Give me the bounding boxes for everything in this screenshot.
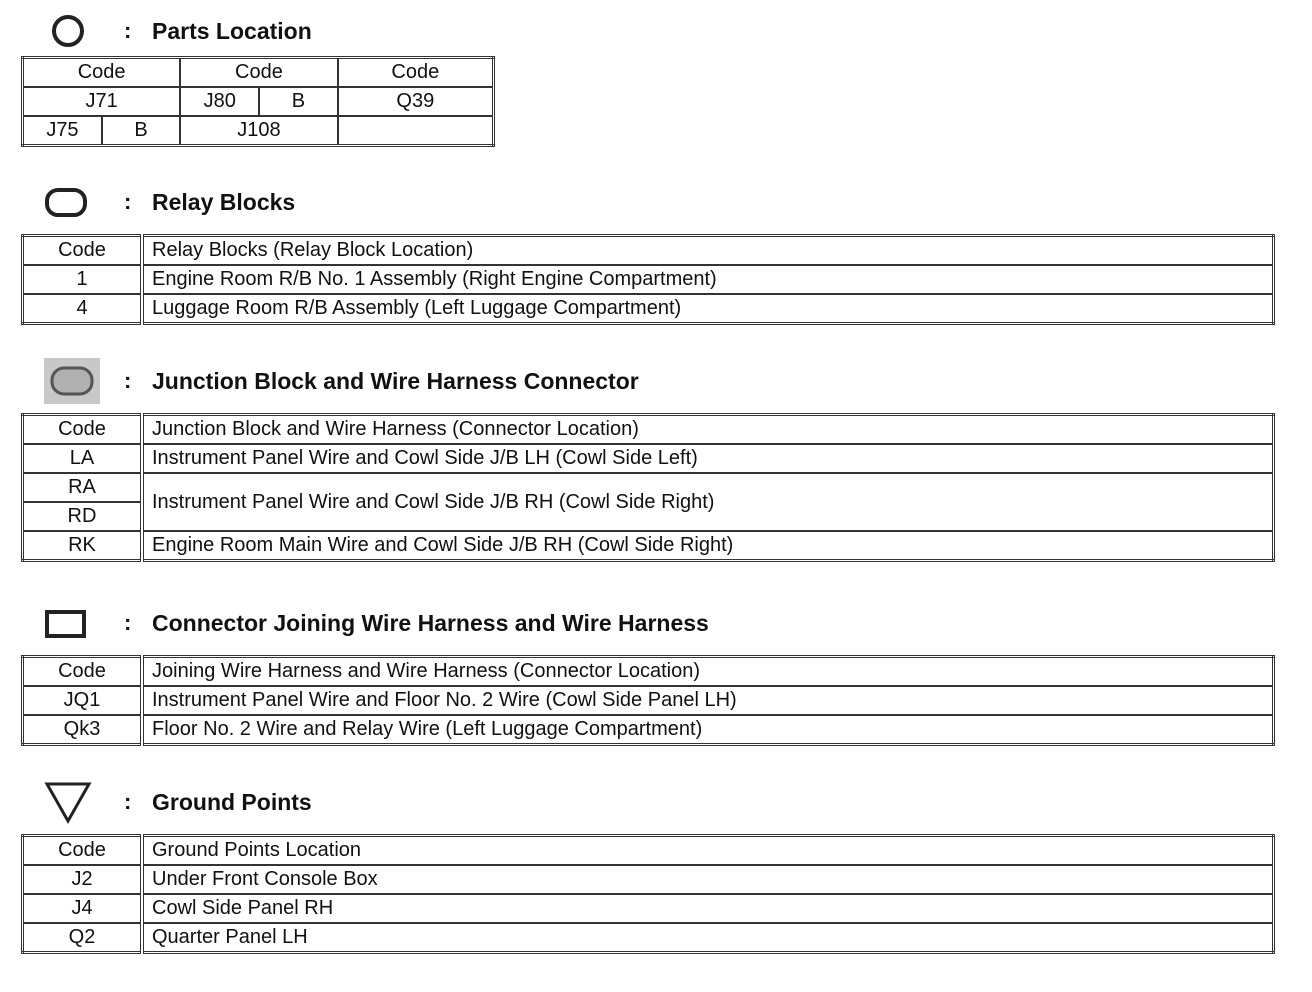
parts-location-header [40,8,940,54]
shaded-oval-icon [40,358,100,404]
code-cell: RK [23,531,143,561]
table-row [23,686,1274,715]
section-title-connector-joining: Connector Joining Wire Harness and Wire Harness [152,610,709,636]
code-cell: B [102,116,180,146]
connector-joining-header [40,600,940,646]
code-cell [338,116,494,146]
section-title-ground-points: Ground Points [152,789,312,815]
parts-location-table [21,56,495,147]
colon: : [124,610,132,635]
ground-points-header [40,779,940,825]
code-cell: RD [23,502,143,531]
table-header-row [23,836,1274,866]
header-cell: Junction Block and Wire Harness (Connector Location) [142,415,1274,445]
code-cell: B [259,87,337,116]
table-row [23,444,1274,473]
table-header-row [23,657,1274,687]
header-cell: Code [23,236,143,266]
code-cell: J4 [23,894,143,923]
code-cell: J80 [180,87,259,116]
table-row [23,894,1274,923]
header-cell: Joining Wire Harness and Wire Harness (Connector Location) [142,657,1274,687]
table-header-row [23,58,494,88]
code-cell: 4 [23,294,143,324]
junction-block-header [40,358,940,404]
triangle-down-icon [40,779,100,825]
location-cell: Cowl Side Panel RH [142,894,1274,923]
relay-blocks-table [21,234,1275,325]
header-cell: Code [23,836,143,866]
table-row [23,473,1274,502]
location-cell: Luggage Room R/B Assembly (Left Luggage Compartment) [142,294,1274,324]
section-title-junction-block: Junction Block and Wire Harness Connector [152,368,639,394]
code-cell: Q39 [338,87,494,116]
table-row [23,116,494,146]
code-cell: RA [23,473,143,502]
location-cell: Quarter Panel LH [142,923,1274,953]
header-cell: Code [180,58,337,88]
table-row [23,923,1274,953]
code-cell: 1 [23,265,143,294]
code-cell: JQ1 [23,686,143,715]
code-cell: Qk3 [23,715,143,745]
code-cell: LA [23,444,143,473]
connector-joining-table [21,655,1275,746]
relay-blocks-header [40,179,940,225]
header-cell: Code [23,58,181,88]
location-cell: Engine Room R/B No. 1 Assembly (Right Engine Compartment) [142,265,1274,294]
table-row [23,265,1274,294]
code-cell: J75 [23,116,102,146]
junction-block-table [21,413,1275,562]
section-title-relay-blocks: Relay Blocks [152,189,296,215]
header-cell: Ground Points Location [142,836,1274,866]
location-cell: Instrument Panel Wire and Cowl Side J/B RH (Cowl Side Right) [142,473,1274,531]
location-cell: Under Front Console Box [142,865,1274,894]
header-cell: Code [23,657,143,687]
table-row [23,865,1274,894]
table-header-row [23,415,1274,445]
location-cell: Instrument Panel Wire and Floor No. 2 Wire (Cowl Side Panel LH) [142,686,1274,715]
square-icon [40,600,100,646]
code-cell: Q2 [23,923,143,953]
header-cell: Code [338,58,494,88]
colon: : [124,189,132,214]
location-cell: Floor No. 2 Wire and Relay Wire (Left Luggage Compartment) [142,715,1274,745]
colon: : [124,789,132,814]
location-cell: Engine Room Main Wire and Cowl Side J/B RH (Cowl Side Right) [142,531,1274,561]
location-cell: Instrument Panel Wire and Cowl Side J/B LH (Cowl Side Left) [142,444,1274,473]
ground-points-table [21,834,1275,954]
header-cell: Code [23,415,143,445]
table-header-row [23,236,1274,266]
colon: : [124,368,132,393]
code-cell: J71 [23,87,181,116]
section-title-parts-location: Parts Location [152,18,312,44]
table-row [23,531,1274,561]
code-cell: J108 [180,116,337,146]
table-row [23,87,494,116]
header-cell: Relay Blocks (Relay Block Location) [142,236,1274,266]
colon: : [124,18,132,43]
rounded-rect-icon [40,179,100,225]
table-row [23,715,1274,745]
circle-icon [40,8,100,54]
table-row [23,294,1274,324]
code-cell: J2 [23,865,143,894]
